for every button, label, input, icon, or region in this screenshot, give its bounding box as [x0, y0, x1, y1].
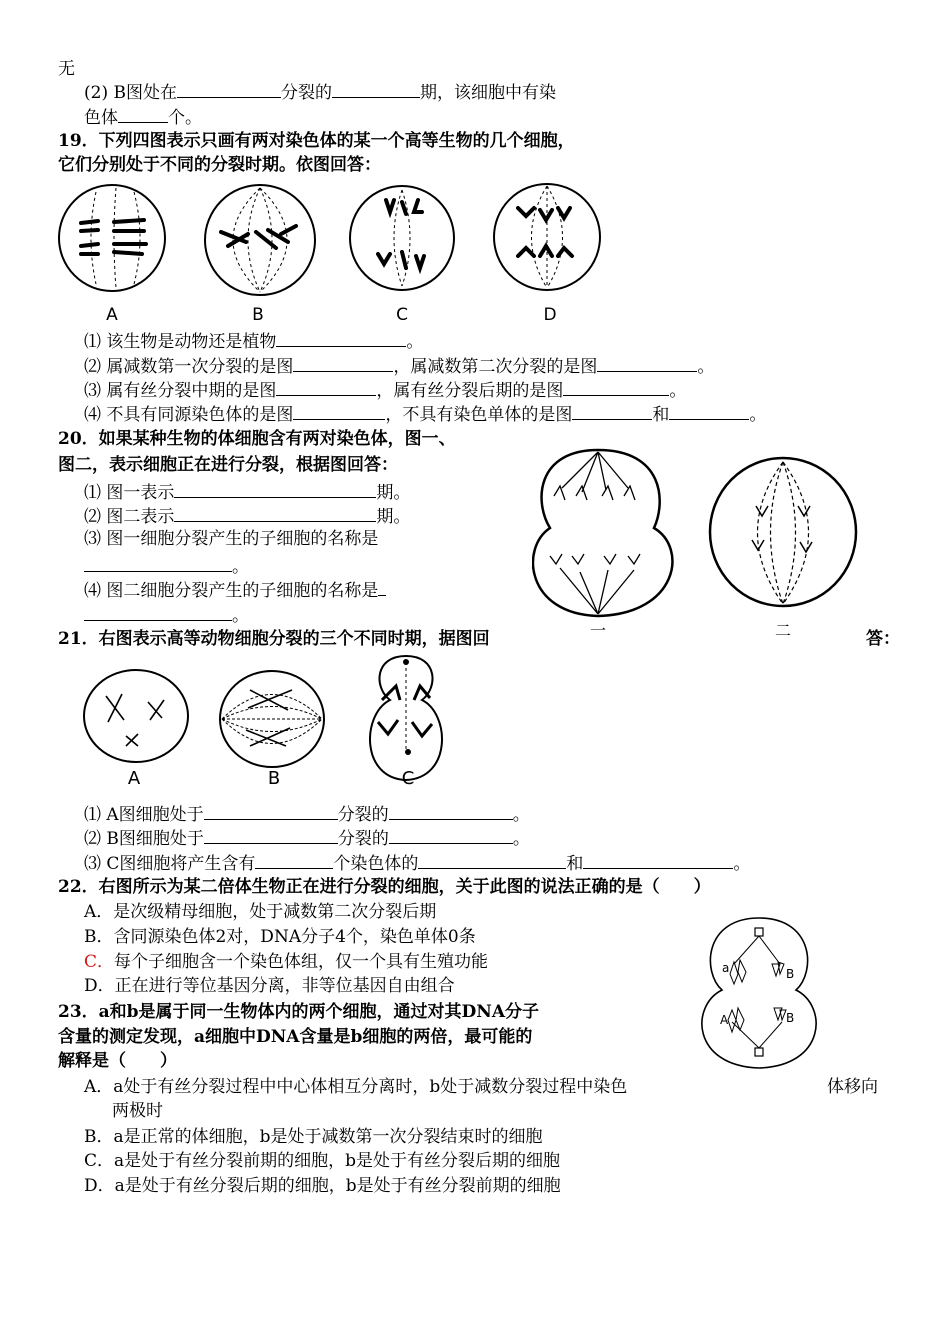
gene-label: B [786, 1011, 795, 1025]
fig-label: D [543, 305, 557, 325]
q19-stem-line2: 它们分别处于不同的分裂时期。依图回答： [58, 155, 381, 175]
q21-sub3: ⑶ C图细胞将产生含有 个染色体的 和 。 [84, 851, 750, 875]
answer-blank[interactable] [255, 851, 333, 869]
header-note: 无 [58, 59, 75, 79]
q22-option-c[interactable]: C．每个子细胞含一个染色体组，仅一个具有生殖功能 [84, 952, 489, 972]
q19-sub3: ⑶ 属有丝分裂中期的是图 ，属有丝分裂后期的是图 。 [84, 378, 686, 402]
q21-figure [82, 650, 462, 790]
answer-blank[interactable] [84, 603, 232, 621]
option-letter: C． [84, 952, 115, 972]
answer-blank[interactable] [118, 105, 168, 123]
answer-blank[interactable] [276, 329, 406, 347]
q21-stem: 21．右图表示高等动物细胞分裂的三个不同时期，据图回 [58, 629, 490, 649]
fig-label: B [267, 768, 281, 789]
answer-blank[interactable] [563, 378, 669, 396]
q21-stem-end: 答： [866, 629, 900, 649]
gene-label: a [722, 961, 730, 975]
fig-label: 一 [589, 621, 607, 640]
answer-blank[interactable] [389, 826, 513, 844]
answer-blank[interactable] [572, 402, 652, 420]
q20-sub2: ⑵ 图二表示 期。 [84, 504, 410, 528]
q19-stem-line1: 19．下列四图表示只画有两对染色体的某一个高等生物的几个细胞， [58, 131, 575, 151]
fig-label: C [401, 768, 415, 789]
q23-option-a-end: 体移向 [827, 1077, 878, 1097]
q22-option-d[interactable]: D．正在进行等位基因分离，非等位基因自由组合 [84, 976, 455, 996]
answer-blank[interactable] [332, 80, 420, 98]
answer-blank[interactable] [276, 378, 376, 396]
fig-label: B [252, 305, 264, 325]
fig-label: C [396, 305, 408, 325]
answer-blank[interactable] [378, 578, 386, 596]
answer-blank[interactable] [293, 402, 385, 420]
q18-part2-line2: 色体 个。 [84, 105, 202, 129]
answer-blank[interactable] [293, 354, 393, 372]
q22-stem: 22．右图所示为某二倍体生物正在进行分裂的细胞，关于此图的说法正确的是（ ） [58, 877, 711, 897]
fig-label: 二 [774, 621, 792, 640]
q20-stem-line1: 20．如果某种生物的体细胞含有两对染色体，图一、 [58, 429, 456, 449]
q20-sub3: ⑶ 图一细胞分裂产生的子细胞的名称是 [84, 529, 379, 549]
q21-sub1: ⑴ A图细胞处于 分裂的 。 [84, 802, 530, 826]
q20-figure [532, 444, 872, 640]
fig-label: A [106, 305, 118, 325]
gene-label: A [720, 1013, 729, 1027]
q22-option-a[interactable]: A．是次级精母细胞，处于减数第二次分裂后期 [84, 902, 437, 922]
q19-sub4: ⑷ 不具有同源染色体的是图 ，不具有染色单体的是图 和 。 [84, 402, 766, 426]
q21-sub2: ⑵ B图细胞处于 分裂的 。 [84, 826, 530, 850]
answer-blank[interactable] [84, 554, 232, 572]
answer-blank[interactable] [204, 826, 338, 844]
answer-blank[interactable] [583, 851, 733, 869]
q20-stem-line2: 图二，表示细胞正在进行分裂，根据图回答： [58, 455, 398, 475]
q20-sub3-answer: 。 [84, 554, 249, 578]
answer-blank[interactable] [174, 480, 376, 498]
answer-blank[interactable] [204, 802, 338, 820]
answer-blank[interactable] [597, 354, 697, 372]
q23-option-d[interactable]: D．a是处于有丝分裂后期的细胞，b是处于有丝分裂前期的细胞 [84, 1176, 561, 1196]
q23-option-a-cont: 两极时 [112, 1101, 163, 1121]
q19-figure [56, 176, 616, 326]
q22-figure [688, 914, 830, 1074]
q20-sub4: ⑷ 图二细胞分裂产生的子细胞的名称是 [84, 578, 386, 602]
answer-blank[interactable] [177, 80, 281, 98]
q20-sub1: ⑴ 图一表示 期。 [84, 480, 410, 504]
q23-option-b[interactable]: B．a是正常的体细胞，b是处于减数第一次分裂结束时的细胞 [84, 1127, 543, 1147]
q23-option-c[interactable]: C．a是处于有丝分裂前期的细胞，b是处于有丝分裂后期的细胞 [84, 1151, 561, 1171]
q19-sub2: ⑵ 属减数第一次分裂的是图 ，属减数第二次分裂的是图 。 [84, 354, 714, 378]
q22-option-b[interactable]: B．含同源染色体2对，DNA分子4个，染色单体0条 [84, 927, 476, 947]
answer-blank[interactable] [389, 802, 513, 820]
q23-stem-line2: 含量的测定发现，a细胞中DNA含量是b细胞的两倍，最可能的 [58, 1027, 533, 1047]
answer-blank[interactable] [669, 402, 749, 420]
q19-sub1: ⑴ 该生物是动物还是植物 。 [84, 329, 423, 353]
q23-stem-line1: 23．a和b是属于同一生物体内的两个细胞，通过对其DNA分子 [58, 1002, 540, 1022]
gene-label: B [786, 967, 795, 981]
q23-option-a[interactable]: A．a处于有丝分裂过程中中心体相互分离时，b处于减数分裂过程中染色 [84, 1077, 628, 1097]
q20-sub4-answer: 。 [84, 603, 249, 627]
answer-blank[interactable] [174, 504, 376, 522]
fig-label: A [127, 768, 141, 789]
answer-blank[interactable] [418, 851, 566, 869]
q18-part2-line1: (2) B图处在 分裂的 期，该细胞中有染 [84, 80, 556, 104]
q23-stem-line3: 解释是（ ） [58, 1051, 177, 1071]
